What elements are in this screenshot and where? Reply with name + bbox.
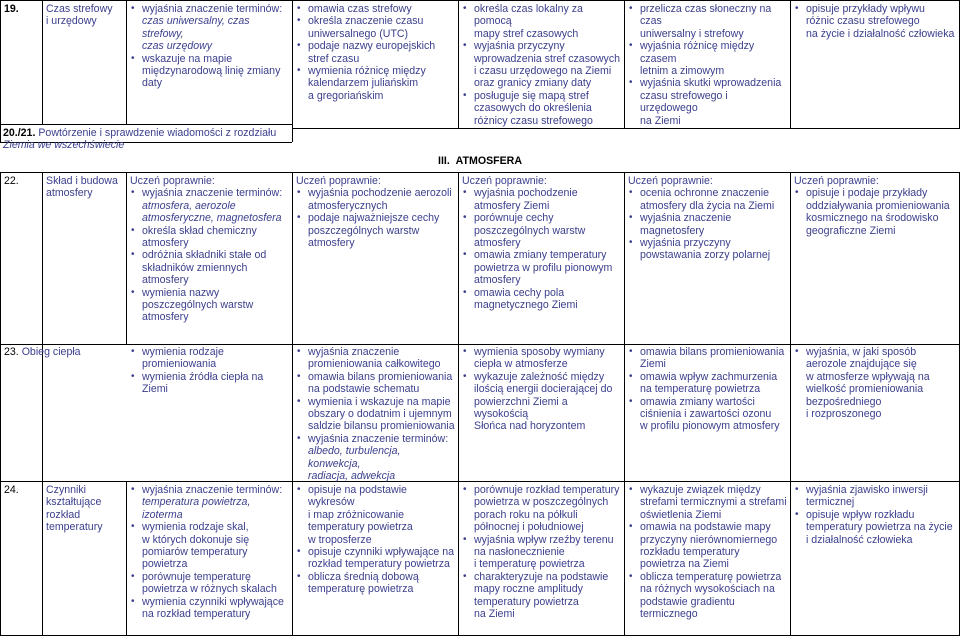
row-23-basic: • wymienia rodzaje promieniowania • wymienia źródła ciepła na Ziemi bbox=[126, 345, 292, 481]
row-22-basic: Uczeń poprawnie: • wyjaśnia znaczenie terminów: atmosfera, aerozole atmosferyczne, magnetosfera • określa skład chemiczny atmosfery • odróżnia składniki stałe od składników zmiennych atmosfery • wymienia nazwy poszczególnych warstw atmosfery bbox=[126, 174, 292, 344]
row-24-advanced: • porównuje rozkład temperatury powietrza w poszczególnych porach roku na półkuli północnej i południowej • wyjaśnia wpływ rzeźby terenu na nasłonecznienie i temperaturę powietrza • charakteryzuje na podstawie mapy roczne amplitudy temperatury powietrza na Ziemi bbox=[458, 483, 624, 635]
row-20-21-number: 20./21. bbox=[3, 127, 36, 139]
row-23-number: 23. bbox=[4, 346, 19, 358]
row-23-topic: Obieg ciepła bbox=[21, 346, 81, 358]
row-19-number: 19. bbox=[4, 3, 19, 15]
row-24-extended: • opisuje na podstawie wykresów i map zróżnicowanie temperatury powietrza w troposferze • opisuje czynniki wpływające na rozkład temperatury powietrza • oblicza średnią dobową temperaturę powietrza bbox=[292, 483, 458, 635]
row-19-extended: • omawia czas strefowy • określa znaczenie czasu uniwersalnego (UTC) • podaje nazwy europejskich stref czasu • wymienia różnicę między kalendarzem juliańskim a gregoriańskim bbox=[292, 2, 458, 124]
row-24-very-good: • wykazuje związek między strefami termicznymi a strefami oświetlenia Ziemi • omawia na podstawie mapy przyczyny nierównomiernego rozkładu temperatury powietrza na Ziemi • oblicza temperaturę powietrza na różnych wysokościach na podstawie gradientu termicznego bbox=[624, 483, 790, 635]
row-22-extended: Uczeń poprawnie: • wyjaśnia pochodzenie aerozoli atmosferycznych • podaje najważniejsze cechy poszczególnych warstw atmosfery bbox=[292, 174, 458, 344]
row-23-excellent: • wyjaśnia, w jaki sposób aerozole znajdujące się w atmosferze wpływają na wielkość promieniowania bezpośredniego i rozproszonego bbox=[790, 345, 959, 481]
row-23-label bbox=[0, 345, 126, 481]
row-23-very-good: • omawia bilans promieniowania Ziemi • omawia wpływ zachmurzenia na temperaturę powietrza • omawia zmiany wartości ciśnienia i zawartości ozonu w profilu pionowym atmosfery bbox=[624, 345, 790, 481]
row-22-topic: Skład i budowa atmosfery bbox=[46, 175, 118, 200]
row-22-number: 22. bbox=[4, 175, 19, 187]
row-19-excellent: • opisuje przykłady wpływu różnic czasu strefowego na życie i działalność człowieka bbox=[790, 2, 959, 128]
row-19-basic: • wyjaśnia znaczenie terminów: czas uniwersalny, czas strefowy, czas urzędowy • wskazuje na mapie międzynarodową linię zmiany daty bbox=[126, 2, 292, 124]
row-19-very-good: • przelicza czas słoneczny na czas uniwersalny i strefowy • wyjaśnia różnicę między czasem letnim a zimowym • wyjaśnia skutki wprowadzenia czasu strefowego i urzędowego na Ziemi bbox=[624, 2, 790, 128]
row-20-21-italic: Ziemia we wszechświecie bbox=[3, 139, 125, 152]
row-24-topic: Czynniki kształtujące rozkład temperatury bbox=[46, 484, 103, 534]
row-19-advanced: • określa czas lokalny za pomocą mapy stref czasowych • wyjaśnia przyczyny wprowadzenia stref czasowych i czasu urzędowego na Ziemi oraz granicy zmiany daty • posługuje się mapą stref czasowych do określenia różnicy czasu strefowego bbox=[458, 2, 624, 128]
row-20-21 bbox=[0, 126, 292, 152]
row-24-number: 24. bbox=[4, 484, 19, 496]
row-19-topic: Czas strefowy i urzędowy bbox=[46, 3, 113, 28]
row-23-advanced: • wymienia sposoby wymiany ciepła w atmosferze • wykazuje zależność między ilością energii docierającej do powierzchni Ziemi a wysokością Słońca nad horyzontem bbox=[458, 345, 624, 481]
row-22-very-good: Uczeń poprawnie: • ocenia ochronne znaczenie atmosfery dla życia na Ziemi • wyjaśnia znaczenie magnetosfery • wyjaśnia przyczyny powstawania zorzy polarnej bbox=[624, 174, 790, 344]
row-24-excellent: • wyjaśnia zjawisko inwersji termicznej • opisuje wpływ rozkładu temperatury powietrza na życie i działalność człowieka bbox=[790, 483, 959, 635]
row-20-21-text: Powtórzenie i sprawdzenie wiadomości z rozdziału bbox=[38, 127, 277, 139]
row-24-basic: • wyjaśnia znaczenie terminów: temperatura powietrza, izoterma • wymienia rodzaje skal, w których dokonuje się pomiarów temperatury powietrza • porównuje temperaturę powietrza w różnych skalach • wymienia czynniki wpływające na rozkład temperatury bbox=[126, 483, 292, 635]
row-23-extended: • wyjaśnia znaczenie promieniowania całkowitego • omawia bilans promieniowania na podstawie schematu • wymienia i wskazuje na mapie obszary o dodatnim i ujemnym saldzie bilansu promieniowania • wyjaśnia znaczenie terminów: albedo, turbulencja, konwekcja, radiacja, adwekcja bbox=[292, 345, 458, 481]
row-22-excellent: Uczeń poprawnie: • opisuje i podaje przykłady oddziaływania promieniowania kosmicznego na środowisko geograficzne Ziemi bbox=[790, 174, 959, 344]
row-22-advanced: Uczeń poprawnie: • wyjaśnia pochodzenie atmosfery Ziemi • porównuje cechy poszczególnych warstw atmosfery • omawia zmiany temperatury powietrza w profilu pionowym atmosfery • omawia cechy pola magnetycznego Ziemi bbox=[458, 174, 624, 344]
section-title: III. ATMOSFERA bbox=[438, 155, 522, 167]
